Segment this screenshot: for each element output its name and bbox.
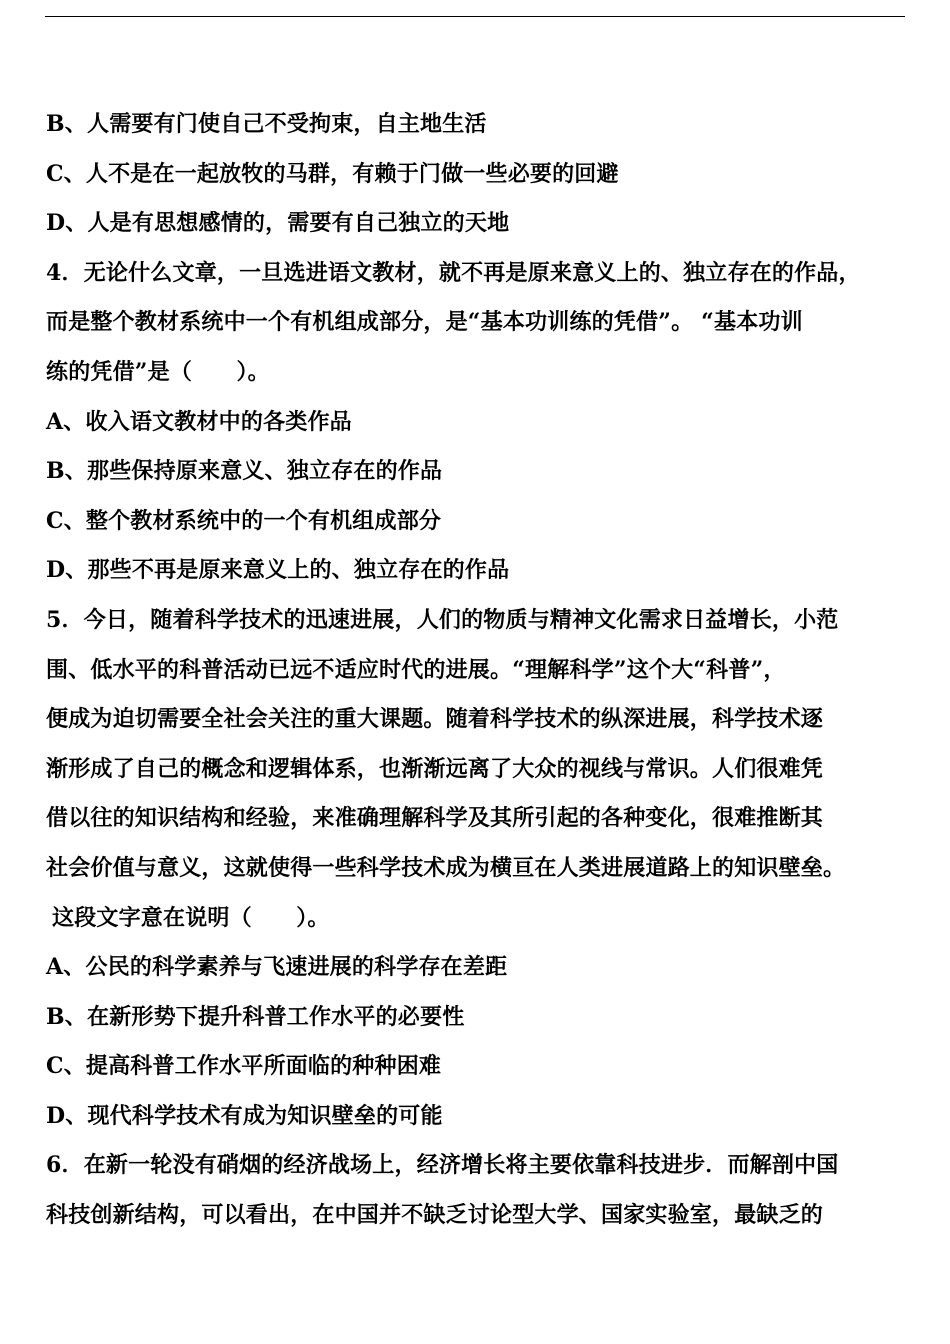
option-5a: A、公民的科学素养与飞速进展的科学存在差距	[46, 954, 508, 981]
option-4a: A、收入语文教材中的各类作品	[46, 408, 352, 435]
option-3c: C、人不是在一起放牧的马群，有赖于门做一些必要的回避	[46, 160, 619, 187]
option-4b: B、那些保持原来意义、独立存在的作品	[46, 458, 443, 485]
option-5d: D、现代科学技术有成为知识壁垒的可能	[46, 1102, 443, 1129]
option-3d: D、人是有思想感情的，需要有自己独立的天地	[46, 210, 510, 237]
option-5b: B、在新形势下提升科普工作水平的必要性	[46, 1003, 465, 1030]
option-4c: C、整个教材系统中的一个有机组成部分	[46, 507, 442, 534]
question-5-prompt: 这段文字意在说明（ ）。	[52, 904, 330, 931]
question-5-line-6: 社会价值与意义，这就使得一些科学技术成为横亘在人类进展道路上的知识壁垒。	[46, 854, 846, 881]
question-6-line-1: 6．在新一轮没有硝烟的经济战场上，经济增长将主要依靠科技进步．而解剖中国	[46, 1152, 839, 1179]
question-4-line-2: 而是整个教材系统中一个有机组成部分，是“基本功训练的凭借”。 “基本功训	[46, 309, 803, 336]
question-4-line-3: 练的凭借”是（ ）。	[46, 358, 270, 385]
option-3b: B、人需要有门使自己不受拘束，自主地生活	[46, 111, 487, 137]
question-4-line-1: 4．无论什么文章，一旦选进语文教材，就不再是原来意义上的、独立存在的作品，	[46, 259, 861, 286]
document-body	[46, 100, 908, 1241]
question-5-line-4: 渐形成了自己的概念和逻辑体系，也渐渐远离了大众的视线与常识。人们很难凭	[46, 755, 824, 782]
question-5-line-3: 便成为迫切需要全社会关注的重大课题。随着科学技术的纵深进展，科学技术逐	[46, 706, 824, 733]
question-5-line-2: 围、低水平的科普活动已远不适应时代的进展。“理解科学”这个大“科普”，	[46, 656, 786, 683]
option-5c: C、提高科普工作水平所面临的种种困难	[46, 1053, 442, 1080]
header-rule	[45, 16, 905, 17]
option-4d: D、那些不再是原来意义上的、独立存在的作品	[46, 557, 510, 584]
question-6-line-2: 科技创新结构，可以看出，在中国并不缺乏讨论型大学、国家实验室，最缺乏的	[46, 1202, 824, 1229]
question-5-line-5: 借以往的知识结构和经验，来准确理解科学及其所引起的各种变化，很难推断其	[46, 805, 824, 832]
question-5-line-1: 5．今日，随着科学技术的迅速进展，人们的物质与精神文化需求日益增长，小范	[46, 606, 839, 633]
